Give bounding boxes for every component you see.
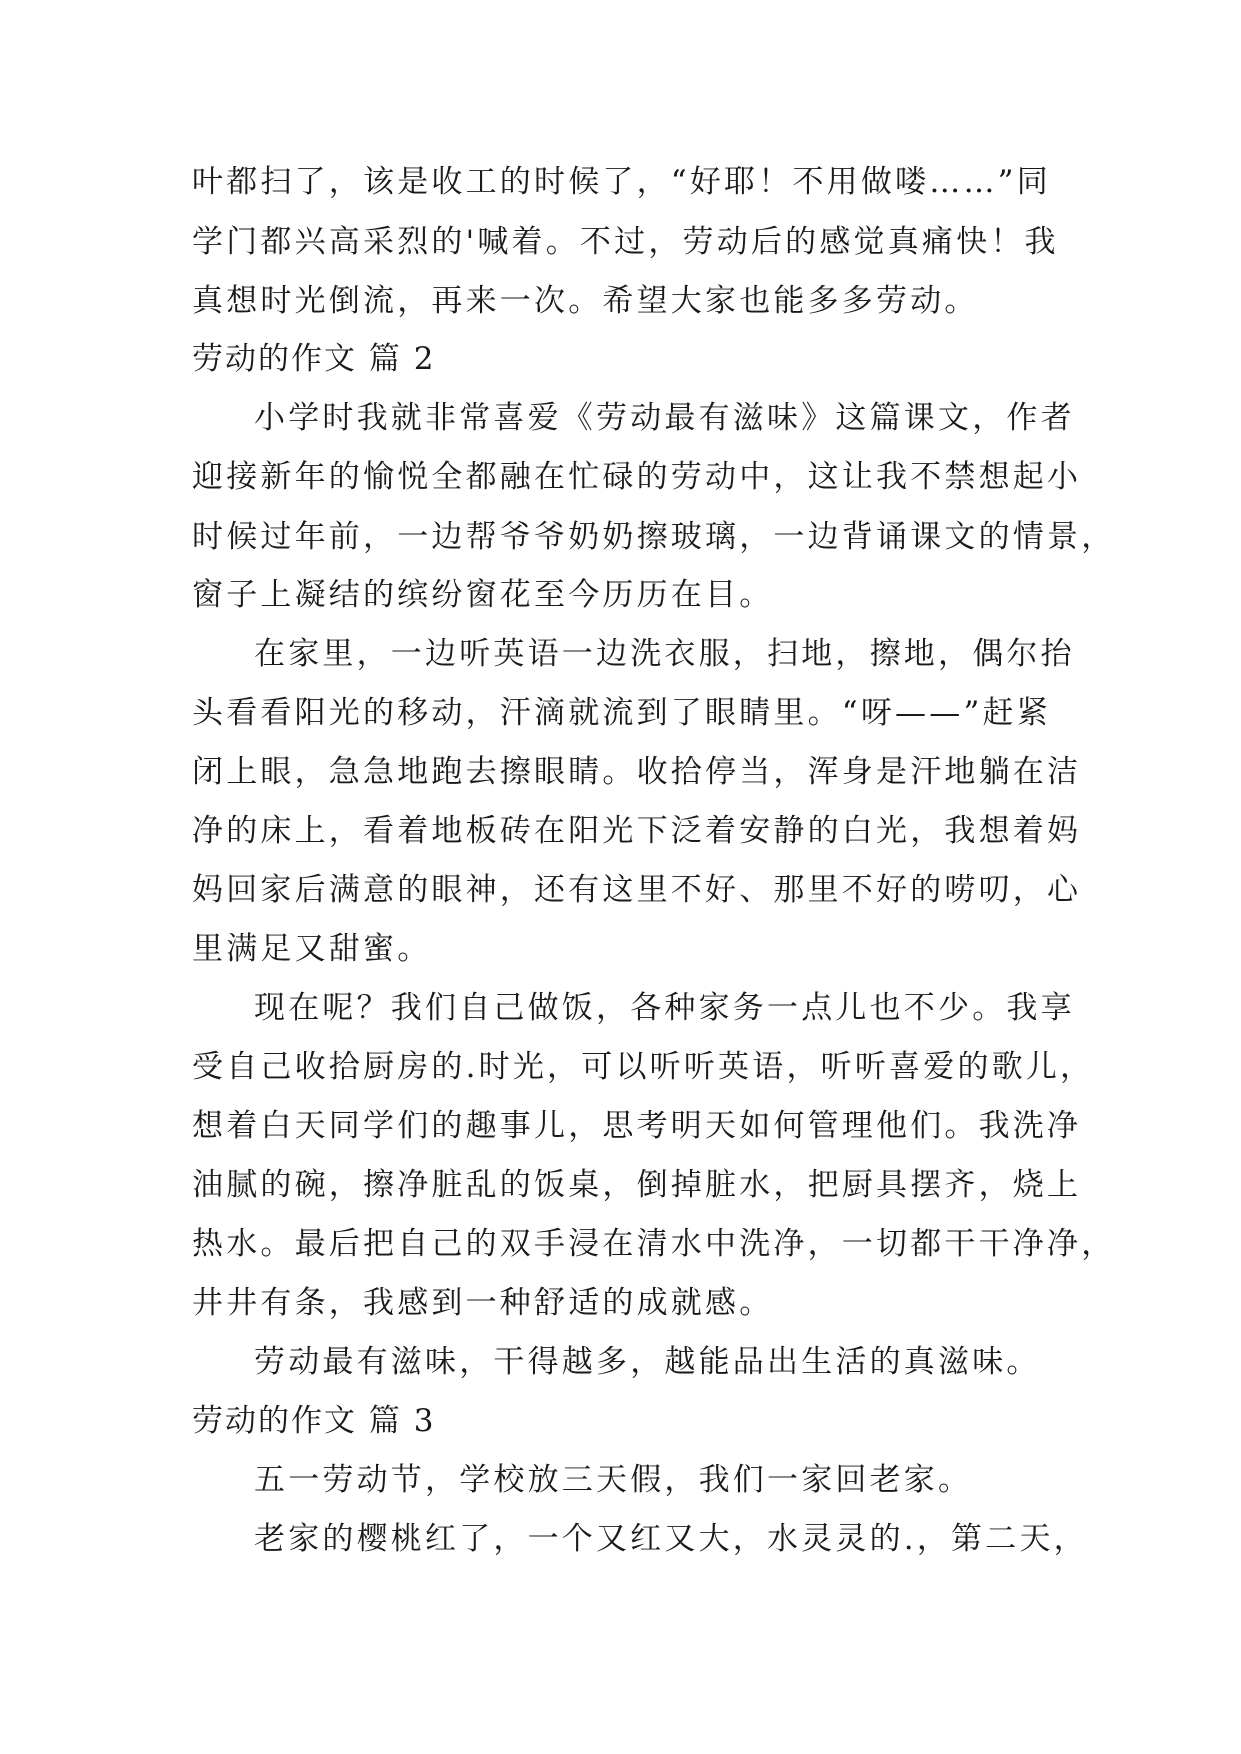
section-heading: 劳动的作文 篇 3 [192, 1403, 436, 1439]
text-line: 学门都兴高采烈的'喊着。不过，劳动后的感觉真痛快！我 [192, 224, 1059, 260]
text-line: 净的床上，看着地板砖在阳光下泛着安静的白光，我想着妈 [192, 813, 1082, 849]
text-line: 油腻的碗，擦净脏乱的饭桌，倒掉脏水，把厨具摆齐，烧上 [192, 1167, 1082, 1203]
text-line: 真想时光倒流，再来一次。希望大家也能多多劳动。 [192, 283, 979, 319]
text-line: 叶都扫了，该是收工的时候了，“好耶！不用做喽……”同 [192, 164, 1051, 200]
text-line: 闭上眼，急急地跑去擦眼睛。收拾停当，浑身是汗地躺在洁 [192, 754, 1082, 790]
text-line: 迎接新年的愉悦全都融在忙碌的劳动中，这让我不禁想起小 [192, 459, 1082, 495]
text-line: 头看看阳光的移动，汗滴就流到了眼睛里。“呀——”赶紧 [192, 695, 1051, 731]
section-heading: 劳动的作文 篇 2 [192, 341, 436, 377]
text-line: 时候过年前，一边帮爷爷奶奶擦玻璃，一边背诵课文的情景， [192, 519, 1116, 555]
text-line: 劳动最有滋味，干得越多，越能品出生活的真滋味。 [254, 1344, 1041, 1380]
text-line: 小学时我就非常喜爱《劳动最有滋味》这篇课文，作者 [254, 400, 1075, 436]
text-line: 妈回家后满意的眼神，还有这里不好、那里不好的唠叨，心 [192, 872, 1082, 908]
text-line: 井井有条，我感到一种舒适的成就感。 [192, 1285, 774, 1321]
text-line: 现在呢？我们自己做饭，各种家务一点儿也不少。我享 [254, 990, 1075, 1026]
text-line: 里满足又甜蜜。 [192, 931, 432, 967]
text-line: 想着白天同学们的趣事儿，思考明天如何管理他们。我洗净 [192, 1108, 1082, 1144]
text-line: 热水。最后把自己的双手浸在清水中洗净，一切都干干净净， [192, 1226, 1116, 1262]
text-line: 受自己收拾厨房的.时光，可以听听英语，听听喜爱的歌儿， [192, 1049, 1095, 1085]
text-line: 在家里，一边听英语一边洗衣服，扫地，擦地，偶尔抬 [254, 636, 1075, 672]
text-line: 五一劳动节，学校放三天假，我们一家回老家。 [254, 1462, 973, 1498]
text-line: 老家的樱桃红了，一个又红又大，水灵灵的.，第二天， [254, 1521, 1088, 1557]
text-line: 窗子上凝结的缤纷窗花至今历历在目。 [192, 577, 774, 613]
